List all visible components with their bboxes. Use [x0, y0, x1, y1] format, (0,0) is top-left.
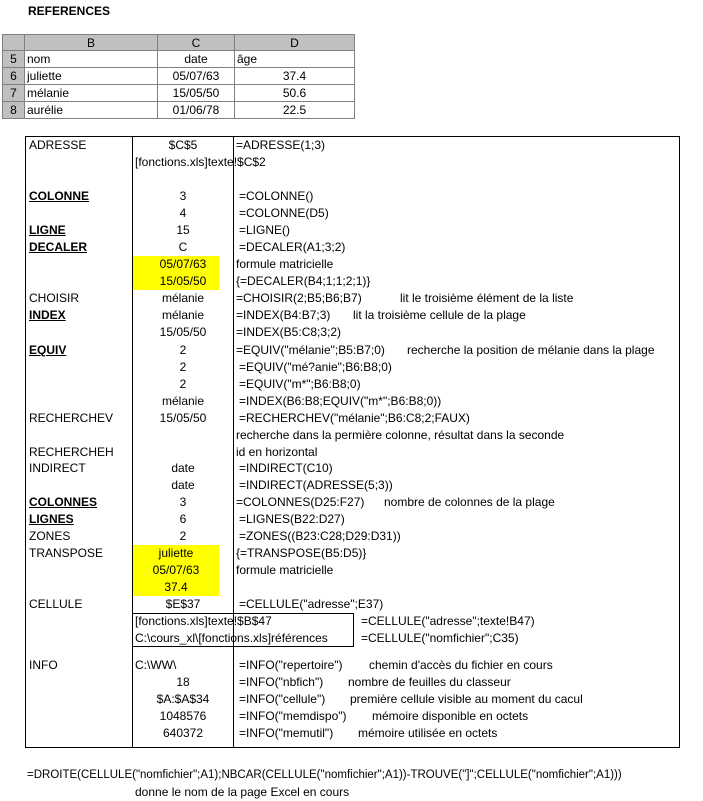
formula-index-1: =INDEX(B4:B7;3) — [236, 308, 331, 322]
comment-colonnes: nombre de colonnes de la plage — [384, 495, 555, 509]
label-lignes: LIGNES — [29, 512, 74, 526]
column-divider — [233, 136, 234, 748]
value-choisir: mélanie — [161, 291, 205, 305]
comment-info-5: mémoire utilisée en octets — [358, 726, 498, 740]
label-recherchev: RECHERCHEV — [29, 411, 114, 425]
value-colonnes: 3 — [179, 495, 187, 509]
value-cellule-2: [fonctions.xls]texte!$B$47 — [135, 614, 272, 628]
value-recherchev: 15/05/50 — [159, 411, 207, 425]
cell-b6[interactable]: juliette — [25, 68, 158, 85]
formula-recherchev: =RECHERCHEV("mélanie";B6:C8;2;FAUX) — [239, 411, 470, 425]
label-colonne: COLONNE — [29, 189, 89, 203]
value-transpose-2: 05/07/63 — [152, 563, 200, 577]
formula-info-1: =INFO("repertoire") — [239, 658, 343, 672]
formula-colonne-2: =COLONNE(D5) — [239, 206, 329, 220]
cell-c5[interactable]: date — [158, 51, 235, 68]
col-header-c[interactable]: C — [158, 34, 235, 51]
row-number[interactable]: 5 — [2, 51, 25, 68]
row-number[interactable]: 6 — [2, 68, 25, 85]
formula-equiv-3: =EQUIV("m*";B6:B8;0) — [239, 377, 361, 391]
value-colonne-1: 3 — [179, 189, 187, 203]
comment-equiv: recherche la position de mélanie dans la plage — [407, 343, 655, 357]
label-adresse: ADRESSE — [29, 138, 87, 152]
formula-cellule-1: =CELLULE("adresse";E37) — [239, 597, 384, 611]
label-decaler: DECALER — [29, 240, 88, 254]
formula-indirect-1: =INDIRECT(C10) — [239, 461, 333, 475]
value-info-3: $A:$A$34 — [156, 692, 210, 706]
value-indirect-1: date — [171, 461, 195, 475]
cell-d7[interactable]: 50.6 — [235, 85, 355, 102]
formula-equiv-4: =INDEX(B6:B8;EQUIV("m*";B6:B8;0)) — [239, 394, 442, 408]
cell-d5[interactable]: âge — [235, 51, 355, 68]
functions-table — [25, 136, 680, 748]
comment-choisir: lit le troisième élément de la liste — [400, 291, 574, 305]
value-colonne-2: 4 — [179, 206, 187, 220]
formula-choisir: =CHOISIR(2;B5;B6;B7) — [236, 291, 362, 305]
value-decaler-hl2: 15/05/50 — [159, 274, 207, 288]
label-indirect: INDIRECT — [29, 461, 86, 475]
value-info-4: 1048576 — [159, 709, 207, 723]
value-equiv-1: 2 — [179, 343, 187, 357]
formula-equiv-2: =EQUIV("mé?anie";B6:B8;0) — [239, 360, 392, 374]
formula-info-5: =INFO("memutil") — [239, 726, 334, 740]
label-info: INFO — [29, 658, 58, 672]
note-recherchev: recherche dans la permière colonne, résultat dans la seconde — [236, 428, 565, 442]
formula-lignes: =LIGNES(B22:D27) — [239, 512, 345, 526]
formula-transpose: {=TRANSPOSE(B5:D5)} — [236, 546, 367, 560]
formula-cellule-3: =CELLULE("nomfichier";C35) — [361, 631, 519, 645]
label-index: INDEX — [29, 308, 66, 322]
formula-equiv-1: =EQUIV("mélanie";B5:B7;0) — [236, 343, 385, 357]
label-colonnes: COLONNES — [29, 495, 98, 509]
comment-info-4: mémoire disponible en octets — [372, 709, 529, 723]
cell-d8[interactable]: 22.5 — [235, 102, 355, 119]
formula-indirect-2: =INDIRECT(ADRESSE(5;3)) — [239, 478, 393, 492]
value-indirect-2: date — [171, 478, 195, 492]
value-info-5: 640372 — [162, 726, 204, 740]
label-cellule: CELLULE — [29, 597, 83, 611]
value-transpose-1: juliette — [158, 546, 194, 560]
row-number[interactable]: 7 — [2, 85, 25, 102]
label-rechercheh: RECHERCHEH — [29, 445, 114, 459]
footer-formula: =DROITE(CELLULE("nomfichier";A1);NBCAR(CELLULE("nomfichier";A1))-TROUVE("]";CELLULE("nomfichier";A1))) — [27, 769, 622, 781]
col-header-d[interactable]: D — [235, 34, 355, 51]
label-transpose: TRANSPOSE — [29, 546, 104, 560]
col-header-b[interactable]: B — [25, 34, 158, 51]
cell-b7[interactable]: mélanie — [25, 85, 158, 102]
cell-d6[interactable]: 37.4 — [235, 68, 355, 85]
formula-info-2: =INFO("nbfich") — [239, 675, 324, 689]
cell-c7[interactable]: 15/05/50 — [158, 85, 235, 102]
label-choisir: CHOISIR — [29, 291, 80, 305]
value-info-2: 18 — [176, 675, 190, 689]
formula-cellule-2: =CELLULE("adresse";texte!B47) — [361, 614, 535, 628]
value-equiv-4: mélanie — [161, 394, 205, 408]
value-cellule-1: $E$37 — [165, 597, 201, 611]
label-equiv: EQUIV — [29, 343, 67, 357]
formula-info-4: =INFO("memdispo") — [239, 709, 347, 723]
comment-info-3: première cellule visible au moment du cacul — [350, 692, 583, 706]
cell-c6[interactable]: 05/07/63 — [158, 68, 235, 85]
comment-info-2: nombre de feuilles du classeur — [348, 675, 511, 689]
formula-decaler: =DECALER(A1;3;2) — [239, 240, 346, 254]
comment-index: lit la troisième cellule de la plage — [353, 308, 526, 322]
formula-index-2: =INDEX(B5:C8;3;2) — [236, 325, 342, 339]
note-decaler-2: {=DECALER(B4;1;1;2;1)} — [236, 274, 371, 288]
value-ligne: 15 — [176, 223, 190, 237]
page-title: REFERENCES — [28, 4, 111, 18]
formula-colonnes: =COLONNES(D25:F27) — [236, 495, 365, 509]
cell-c8[interactable]: 01/06/78 — [158, 102, 235, 119]
value-adresse-2: [fonctions.xls]texte!$C$2 — [135, 155, 266, 169]
value-info-1: C:\WW\ — [135, 658, 177, 672]
value-index-2: 15/05/50 — [159, 325, 207, 339]
value-equiv-2: 2 — [179, 360, 187, 374]
value-decaler: C — [178, 240, 188, 254]
footer-note: donne le nom de la page Excel en cours — [135, 785, 350, 799]
formula-ligne: =LIGNE() — [239, 223, 291, 237]
value-transpose-3: 37.4 — [164, 580, 188, 594]
value-cellule-3: C:\cours_xl\[fonctions.xls]références — [135, 631, 328, 645]
row-number[interactable]: 8 — [2, 102, 25, 119]
value-equiv-3: 2 — [179, 377, 187, 391]
note-decaler-1: formule matricielle — [236, 257, 334, 271]
label-ligne: LIGNE — [29, 223, 66, 237]
note-rechercheh: id en horizontal — [236, 445, 318, 459]
formula-adresse: =ADRESSE(1;3) — [236, 138, 326, 152]
value-adresse: $C$5 — [168, 138, 198, 152]
formula-info-3: =INFO("cellule") — [239, 692, 326, 706]
cell-b5[interactable]: nom — [25, 51, 158, 68]
value-decaler-hl1: 05/07/63 — [159, 257, 207, 271]
note-transpose: formule matricielle — [236, 563, 334, 577]
value-zones: 2 — [179, 529, 187, 543]
formula-zones: =ZONES((B23:C28;D29:D31)) — [239, 529, 401, 543]
corner-cell[interactable] — [2, 34, 25, 51]
comment-info-1: chemin d'accès du fichier en cours — [369, 658, 553, 672]
cell-b8[interactable]: aurélie — [25, 102, 158, 119]
value-lignes: 6 — [179, 512, 187, 526]
label-zones: ZONES — [29, 529, 71, 543]
value-index-1: mélanie — [161, 308, 205, 322]
formula-colonne-1: =COLONNE() — [239, 189, 314, 203]
